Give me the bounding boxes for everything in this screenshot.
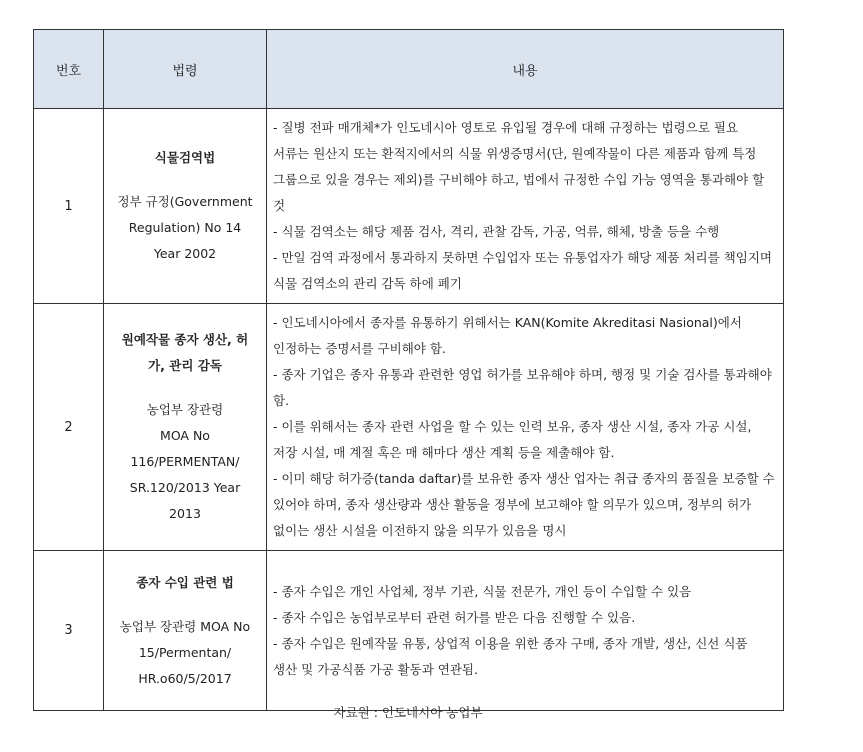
law-name-line: 원예작물 종자 생산, 허: [121, 332, 249, 347]
law-ref-line: 15/Permentan/: [138, 644, 232, 660]
law-ref-line: 2013: [169, 506, 201, 521]
law-cell: [104, 551, 267, 711]
content-item: - 이를 위해서는 종자 관련 사업을 할 수 있는 인력 보유, 종자 생산 시설, 종자 가공 시설, 저장 시설, 매 계절 혹은 매 해마다 생산 계획 등을 제출해야 함.: [273, 419, 752, 460]
content-item: - 종자 수입은 농업부로부터 관련 허가를 받은 다음 진행할 수 있음.: [273, 609, 636, 625]
content-cell: [267, 304, 784, 551]
content-item: - 인도네시아에서 종자를 유통하기 위해서는 KAN(Komite Akreditasi Nasional)에서 인정하는 증명서를 구비해야 함.: [273, 315, 742, 356]
header-number: 번호: [34, 30, 104, 109]
row-number: 1: [34, 109, 104, 304]
law-ref-line: Regulation) No 14: [128, 220, 242, 235]
content-item: - 종자 수입은 원예작물 유통, 상업적 이용을 위한 종자 구매, 종자 개발, 생산, 신선 식품 생산 및 가공식품 가공 활동과 연관됨.: [273, 635, 748, 677]
content-cell: [267, 109, 784, 304]
table-row: [34, 109, 784, 304]
content-cell: [267, 551, 784, 711]
law-ref-line: Year 2002: [153, 246, 217, 261]
content-item: - 식물 검역소는 해당 제품 검사, 격리, 관찰 감독, 가공, 억류, 해체, 방출 등을 수행: [273, 224, 720, 239]
law-name: 종자 수입 관련 법: [136, 574, 234, 590]
content-item: - 만일 검역 과정에서 통과하지 못하면 수입업자 또는 유통업자가 해당 제품 처리를 책임지며 식물 검역소의 관리 감독 하에 폐기: [273, 250, 772, 291]
table-row: [34, 551, 784, 711]
source-caption: 자료원 : 인도네시아 농업부: [333, 705, 483, 720]
law-ref-line: 정부 규정(Government: [117, 194, 253, 209]
law-ref-line: SR.120/2013 Year: [129, 480, 241, 495]
row-number: 3: [34, 551, 104, 711]
table-row: [34, 304, 784, 551]
regulation-table: [33, 29, 784, 711]
content-item: - 이미 해당 허가증(tanda daftar)를 보유한 종자 생산 업자는 취급 종자의 품질을 보증할 수 있어야 하며, 종자 생산량과 생산 활동을 정부에 보고해야 할 의무가 있으며, 정부의 허가 없이는 생산 시설을 이전하지 않을 의무가 있음을 명시: [273, 471, 775, 538]
law-cell: [104, 304, 267, 551]
row-number: 2: [34, 304, 104, 551]
header-content: 내용: [267, 30, 784, 109]
law-ref-line: MOA No: [160, 428, 210, 443]
law-cell: [104, 109, 267, 304]
law-ref-line: 농업부 장관령 MOA No: [119, 618, 251, 634]
content-item: - 질병 전파 매개체*가 인도네시아 영토로 유입될 경우에 대해 규정하는 법령으로 필요 서류는 원산지 또는 환적지에서의 식물 위생증명서(단, 원예작물이 다른 제품과 함께 특정 그룹으로 있을 경우는 제외)를 구비해야 하고, 법에서 규정한 수입 가능 영역을 통과해야 할 것: [273, 120, 765, 213]
law-ref-line: 116/PERMENTAN/: [130, 454, 240, 469]
law-ref-line: 농업부 장관령: [146, 402, 224, 417]
content-item: - 종자 기업은 종자 유통과 관련한 영업 허가를 보유해야 하며, 행정 및 기술 검사를 통과해야 함.: [273, 367, 772, 408]
law-name: 식물검역법: [154, 150, 216, 165]
header-row: [34, 30, 784, 109]
header-law: 법령: [104, 30, 267, 109]
law-ref-line: HR.o60/5/2017: [138, 670, 232, 686]
content-item: - 종자 수입은 개인 사업체, 정부 기관, 식물 전문가, 개인 등이 수입할 수 있음: [273, 583, 692, 599]
law-name-line: 가, 관리 감독: [148, 358, 222, 373]
